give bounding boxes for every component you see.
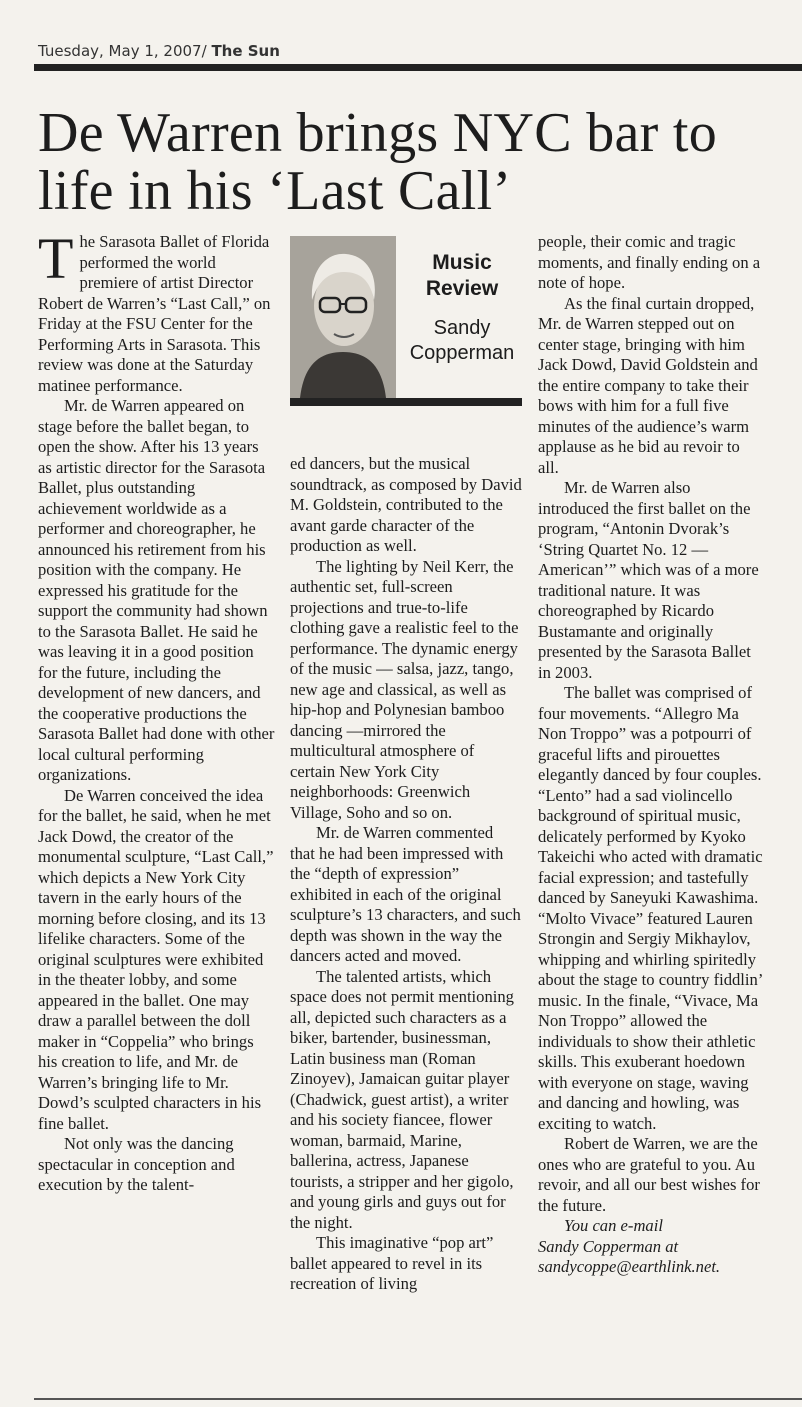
photo-rule (290, 398, 522, 406)
header-rule (34, 64, 802, 71)
paragraph-text: he Sarasota Ballet of Florida performed the world premiere of artist Director Robert de Warren’s “Last Call,” on Friday at the FSU Center for the Performing Arts in Sarasota. This review was done at the Saturday matinee performance. (38, 232, 271, 395)
article-column-3 (538, 232, 764, 1278)
dateline (38, 42, 280, 60)
paragraph: The ballet was comprised of four movements. “Allegro Ma Non Troppo” was a potpourri of graceful lifts and pirouettes elegantly danced by four couples. “Lento” had a sad violincello background of spiritual music, delicately performed by Kyoko Takeichi who acted with dramatic facial expression; and tastefully danced by Saneyuki Kawashima. “Molto Vivace” featured Lauren Strongin and Sergiy Mikhaylov, whipping and whirling spiritedly about the stage to country fiddlin’ music. In the finale, “Vivace, Ma Non Troppo” allowed the individuals to show their athletic skills. This exuberant hoedown with everyone on stage, waving and dancing and howling, was exciting to watch. (538, 683, 763, 1133)
paragraph: As the final curtain dropped, Mr. de Warren stepped out on center stage, bringing with him Jack Dowd, David Goldstein and the entire company to take their bows with him for a full five minutes of the audience’s warm applause as he bid au revoir to all. (538, 293, 758, 477)
paragraph (38, 226, 276, 396)
paragraph: Mr. de Warren also introduced the first ballet on the program, “Antonin Dvorak’s ‘String Quartet No. 12 — American’” which was of a more traditional nature. It was choreographed by Ricardo Bustamante and originally presented by the Sarasota Ballet in 2003. (538, 478, 759, 682)
contact-line: You can e-mail (564, 1216, 663, 1235)
paragraph: This imaginative “pop art” ballet appeared to revel in its recreation of living (290, 1233, 494, 1293)
reviewer-photo (290, 236, 396, 398)
paragraph: Not only was the dancing spectacular in conception and execution by the talent- (38, 1134, 235, 1194)
paragraph: De Warren conceived the idea for the ballet, he said, when he met Jack Dowd, the creator of the monumental sculpture, “Last Call,” which depicts a New York City tavern in the early hours of the morning before closing, and its 13 lifelike characters. Some of the original sculptures were exhibited in the theater lobby, and some appeared in the ballet. One may draw a parallel between the doll maker in “Coppelia” who brings his creation to life, and Mr. de Warren’s bringing life to Mr. Dowd’s sculpted characters in his fine ballet. (38, 785, 274, 1133)
article-column-2 (290, 454, 522, 1295)
review-sidebar (402, 250, 522, 366)
drop-cap: T (38, 226, 74, 291)
section-label: Music Review (425, 251, 499, 300)
paragraph: Mr. de Warren appeared on stage before the ballet began, to open the show. After his 13 years as artistic director for the Sarasota Ballet, plus outstanding achievement worldwide as a performer and choreographer, he announced his retirement from his position with the company. He expressed his gratitude for the support the community had shown to the Sarasota Ballet. He said he was leaving it in a good position for the future, including the development of new dancers, and the cooperative productions the Sarasota Ballet had done with other local cultural performing organizations. (38, 396, 275, 784)
dateline-paper: The Sun (211, 42, 280, 60)
paragraph: people, their comic and tragic moments, and finally ending on a note of hope. (538, 232, 761, 292)
paragraph: The talented artists, which space does not permit mentioning all, depicted such characters as a biker, bartender, businessman, Latin business man (Roman Zinoyev), Jamaican guitar player (Chadwick, guest artist), a writer and his society fiancee, flower woman, barmaid, Marine, ballerina, actress, Japanese tourists, a stripper and her gigolo, and young girls and guys out for the night. (290, 966, 514, 1232)
paragraph: The lighting by Neil Kerr, the authentic set, full-screen projections and true-to-life clothing gave a realistic feel to the performance. The dynamic energy of the music — salsa, jazz, tango, new age and classical, as well as hip-hop and Polynesian bamboo dancing —mirrored the multicultural atmosphere of certain New York City neighborhoods: Greenwich Village, Soho and so on. (290, 556, 519, 822)
dateline-date: Tuesday, May 1, 2007/ (38, 42, 207, 60)
footer-rule (34, 1398, 802, 1400)
paragraph: Mr. de Warren commented that he had been impressed with the “depth of expression” exhibited in each of the original sculpture’s 13 characters, and such depth was shown in the way the dancers acted and moved. (290, 823, 521, 965)
paragraph: Robert de Warren, we are the ones who are grateful to you. Au revoir, and all our best wishes for the future. (538, 1134, 760, 1215)
headline: De Warren brings NYC bar to life in his ‘Last Call’ (38, 102, 718, 222)
reviewer-name: Sandy Copperman (409, 317, 515, 364)
portrait-image (290, 236, 396, 398)
contact-line: Sandy Copperman at (538, 1236, 679, 1256)
paragraph: ed dancers, but the musical soundtrack, as composed by David M. Goldstein, contributed to the avant garde character of the production as well. (290, 454, 522, 555)
contact-email: sandycoppe@earthlink.net. (538, 1257, 721, 1276)
article-column-1 (38, 226, 276, 1196)
